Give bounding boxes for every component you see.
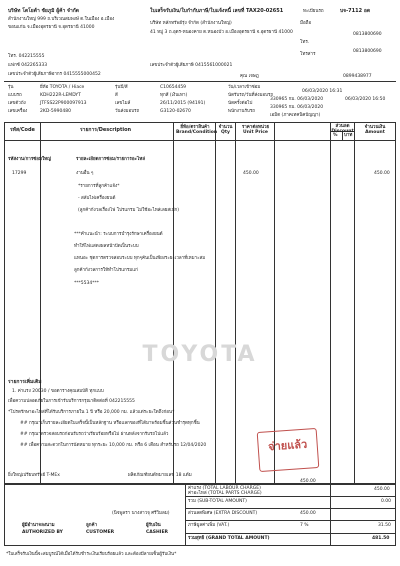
note-line: ## กรุณาตรวจสอบรถก่อนรับรถว่าเรียบร้อยหรือไม่ ผ่านหลังจากรับรถไปแล้ว	[20, 432, 169, 437]
cashier-label-en: CASHIER	[146, 530, 169, 535]
note-line: ## เพื่อความสะดวกในการนัดหมาย ทุกระยะ 10,000 กม. หรือ 6 เดือน สำหรับรถ 12/04/2020	[20, 443, 207, 448]
items-table	[4, 122, 396, 484]
col-unit-price: ราคาต่อหน่วย Unit Price	[241, 125, 270, 135]
date-paid: 330965 กม. 06/03/2020	[270, 105, 324, 110]
col-code: รหัส/Code	[10, 127, 35, 133]
date-in-label: วัน/เวลาเข้าซ่อม	[228, 85, 261, 90]
company-address-line2: ขอนแก่น จ.เมืองอุดรธานี จ.อุดรธานี 41000	[8, 25, 95, 30]
grand-total-amount: 481.50	[372, 536, 390, 541]
item-code: 17299	[12, 171, 27, 176]
item-line: (ลูกค้ากังวลเรื่องไฟ โปรแกรม ไม่ใช้อะไหล่เลยสเปก)	[78, 208, 179, 213]
col-discount-baht: บาท	[344, 133, 353, 138]
grand-total-label: รวมสุทธิ (GRAND TOTAL AMOUNT)	[188, 536, 270, 541]
delivery-label: วันส่งมอบรถ	[115, 109, 140, 114]
company-fax: แฟกซ์ 042265333	[8, 63, 48, 68]
vat-amount: 31.50	[378, 523, 391, 528]
authorized-label-en: AUTHORIZED BY	[22, 530, 63, 535]
section-description: รายละเอียดการซ่อม/รายการอะไหล่	[76, 157, 145, 162]
labour-amount-left: 450.00	[300, 479, 316, 484]
col-amount: จำนวนเงิน Amount	[364, 125, 386, 135]
footer-left: ยิ่งใหญ่เปรียบทรัพย์ T-MEx	[8, 473, 60, 478]
parts-amount: 0.00	[381, 499, 392, 504]
mileage-label: เลขไมล์	[115, 101, 131, 106]
vehicle-type-label: แบบรถ	[8, 93, 22, 98]
tel-number: 0813800690	[353, 49, 382, 54]
authorized-label: ผู้มีอำนาจลงนาม	[22, 523, 55, 528]
paid-stamp	[257, 428, 320, 472]
note-line: *โปรดรักษาอะไหล่ที่ได้รับบริการภายใน 1 ปี หรือ 20,000 กม. แล้วแต่ระยะใดถึงก่อน*	[8, 410, 175, 415]
cashier-label: ผู้รับเงิน	[146, 523, 161, 528]
company-name: บริษัท โตโยต้า ชัยภูมิ ผู้ค้า จำกัด	[8, 8, 80, 14]
customer-label: ลูกค้า	[86, 523, 98, 528]
model-year: C10654459	[160, 85, 187, 90]
item-description: งานอื่น ๆ	[76, 171, 94, 176]
date-ready-label: นัดรับรถ/วันที่ส่งมอบรถ	[228, 93, 274, 98]
item-line: ***5534***	[74, 281, 99, 286]
item-line: ***คำแนะนำ: ระบบการบำรุงรักษาเครื่องยนต์	[74, 232, 163, 237]
contact-tel: 0899438977	[343, 74, 372, 79]
section-label: รหัสงาน/การซ่อมใหญ่	[8, 157, 51, 162]
labour-amount: 450.00	[374, 487, 390, 492]
license-plate: บจ-7112 อด	[340, 8, 371, 14]
chassis-number: JTFSS22P900097913	[40, 101, 87, 106]
company-tax-id: เลขประจำตัวผู้เสียภาษีอากร 0415555000452	[8, 72, 101, 77]
discount-label: ส่วนลดพิเศษ (EXTRA DISCOUNT)	[188, 511, 258, 516]
item-unit-price: 450.00	[243, 171, 259, 176]
item-line: ลูกค้ากังวลการให้ทำโปรแกรมแก่	[74, 268, 138, 273]
contact-person: คุณ เจษฎ	[240, 74, 259, 79]
vehicle-color: ทุกสี (เงินเทา)	[160, 93, 188, 98]
item-line: *รายการที่ลูกค้าแจ้ง*	[78, 184, 120, 189]
model-year-label: รุ่นปี/สี	[115, 85, 128, 90]
toyota-watermark: TOYOTA	[142, 342, 258, 367]
customer-tax-id: เลขประจำตัวผู้เสียภาษี 0415561000021	[150, 63, 233, 68]
col-discount-pct: %	[333, 133, 338, 138]
service-advisor: เอมิต (ภาคเทคนิคปัญญา)	[270, 113, 321, 118]
col-brand: ยี่ห้อ/ตราสินค้า Brand/Condition	[176, 125, 218, 135]
date-in: 06/03/2020 16:31	[302, 89, 343, 94]
delivery-number: G3120-02670	[160, 109, 191, 114]
tel-label: โทร.	[300, 40, 310, 45]
footnote: *ใบเสร็จรับเงินนี้จะสมบูรณ์ได้เมื่อได้รับชำระเงินเรียบร้อยแล้ว และต้องมีลายเซ็นผู้รับเงิน*	[6, 552, 177, 557]
vehicle-type: KDH222R-LEMDYT	[40, 93, 81, 98]
subtotal-label: รวม (SUB-TOTAL AMOUNT)	[188, 499, 247, 504]
company-tel: โทร. 042215555	[8, 54, 45, 59]
document-title: ใบเสร็จรับเงิน/ใบกำกับภาษี/ใบแจ้งหนี้ เลขที่ TAX20-02651	[150, 8, 284, 14]
customer-label-en: CUSTOMER	[86, 530, 115, 535]
paid-stamp-text: จ่ายแล้ว	[267, 437, 308, 454]
date-out: 330965 กม. 06/03/2020	[270, 97, 324, 102]
vat-label: ภาษีมูลค่าเพิ่ม (VAT.)	[188, 523, 230, 528]
mobile-number: 0813800690	[353, 32, 382, 37]
vat-percent: 7 %	[300, 523, 309, 528]
customer-address: 41 หมู่ 3 ถ.อุดร-หนองคาย ต.หนองบัว อ.เมืองอุดรธานี จ.อุดรธานี 41000	[150, 30, 293, 35]
company-address-line1: สำนักงานใหญ่ 999 ถ.บริเวณสมพงษ์ ต.ในเมือง อ.เมือง	[8, 17, 115, 22]
col-discount: ส่วนลด Discount	[331, 124, 354, 134]
engine-label: เลขเครื่อง	[8, 109, 28, 114]
chassis-label: เลขตัวถัง	[8, 101, 26, 106]
vehicle-model-label: รุ่น	[8, 85, 14, 90]
col-qty: จำนวน Qty	[218, 125, 233, 135]
customer-name: บริษัท หลักทรัพย์รุ่ง จำกัด (สำนักงานใหญ่)	[150, 21, 232, 26]
subtotal-amount: 450.00	[300, 511, 316, 516]
col-description: รายการ/Description	[80, 127, 132, 133]
date-ready-time: 06/03/2020 16:50	[345, 97, 386, 102]
mobile-label: มือถือ	[300, 21, 312, 26]
note-line: 1. ค่าแรง 20030 / ขอตารางคุณสมบัติ ทุกแบบ	[12, 389, 104, 394]
next-appointment-label: นัดครั้งต่อไป	[228, 101, 253, 106]
labour-label: ค่าแรง (TOTAL LABOUR CHARGE)	[188, 486, 261, 491]
item-line: - สลับไฟเครื่องยนต์	[78, 196, 116, 201]
fax-label: โทรสาร	[300, 52, 316, 57]
signer-name: (นิจพูลรา นางสาวจุ ศรีวิมลม)	[112, 511, 170, 516]
vehicle-model: ยี่ห้อ TOYOTA / Hiace	[40, 85, 85, 90]
color-label: สี	[115, 93, 118, 98]
item-line: แทนอะ ชุดการตรวจสอบระบบ ทุกๆคันเป็นเพียงระยะเวลาที่เหมาะสม	[74, 256, 206, 261]
engine-number: 2KD-5990480	[40, 109, 71, 114]
notes-header: รายการเพิ่มเติม	[8, 379, 42, 385]
service-advisor-label: พนักงานรับรถ	[228, 109, 255, 114]
note-line: ## กรุณาเก็บรายละเอียดใบเสร็จนี้เป็นหลักฐาน หรือแลกของที่ได้มาพร้อมชิ้นส่วนชำรุดทุกชิ้น	[20, 421, 200, 426]
note-line: เพื่อความปลอดภัยในการเข้ารับบริการกรุณาติดต่อที่ 042215555	[8, 399, 135, 404]
item-line: ทำให้ไฟแสดงผลหน้าปัดเป็นระบบ	[74, 244, 139, 249]
parts-label: ค่าอะไหล่ (TOTAL PARTS CHARGE)	[188, 491, 262, 496]
plate-label: ทะเบียนรถ	[303, 9, 324, 14]
item-amount: 450.00	[374, 171, 390, 176]
vehicle-mileage: 26/11/2015 (94191)	[160, 101, 206, 106]
footer-center: ผลิตภัณฑ์ยนต์หมายเลข 18 แต้ม	[128, 473, 192, 478]
